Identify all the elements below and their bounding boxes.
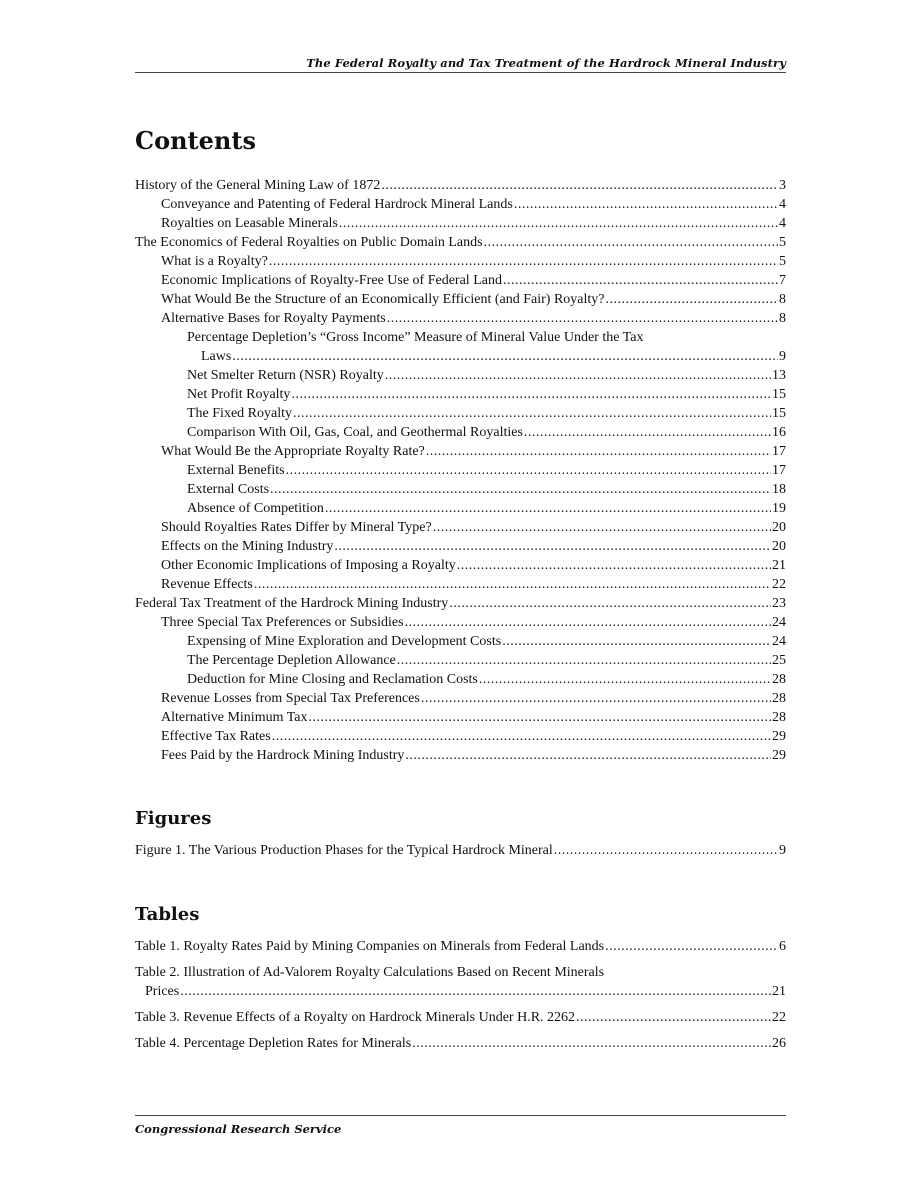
toc-entry[interactable]: External Costs ..... 18 [135,480,786,499]
toc-entry[interactable]: Deduction for Mine Closing and Reclamation Costs ..... 28 [135,670,786,689]
toc-entry[interactable]: Alternative Minimum Tax ..... 28 [135,708,786,727]
toc-entry[interactable]: The Fixed Royalty ..... 15 [135,404,786,423]
toc-entry[interactable]: Expensing of Mine Exploration and Development Costs ..... 24 [135,632,786,651]
toc-entry[interactable]: Alternative Bases for Royalty Payments ..... 8 [135,309,786,328]
toc-entry[interactable]: What is a Royalty? ..... 5 [135,252,786,271]
figures-heading: Figures [135,808,212,829]
page-footer: Congressional Research Service [135,1115,786,1136]
toc-entry[interactable]: History of the General Mining Law of 1872 ..... 3 [135,176,786,195]
figure-entry[interactable]: Figure 1. The Various Production Phases for the Typical Hardrock Mineral ..... 9 [135,841,786,860]
toc-entry[interactable]: The Economics of Federal Royalties on Public Domain Lands ..... 5 [135,233,786,252]
toc-entry[interactable]: Effective Tax Rates ..... 29 [135,727,786,746]
table-entry[interactable]: Table 2. Illustration of Ad-Valorem Royalty Calculations Based on Recent Minerals Prices ..... 21 [135,963,786,1001]
toc-entry[interactable]: Percentage Depletion’s “Gross Income” Measure of Mineral Value Under the Tax Laws ..... 9 [135,328,786,366]
toc-entry[interactable]: Conveyance and Patenting of Federal Hardrock Mineral Lands ..... 4 [135,195,786,214]
toc-entry[interactable]: Other Economic Implications of Imposing a Royalty ..... 21 [135,556,786,575]
toc-entry[interactable]: Effects on the Mining Industry ..... 20 [135,537,786,556]
toc-entry[interactable]: The Percentage Depletion Allowance ..... 25 [135,651,786,670]
contents-heading: Contents [135,126,256,155]
table-entry[interactable]: Table 1. Royalty Rates Paid by Mining Companies on Minerals from Federal Lands ..... 6 [135,937,786,956]
toc-entry[interactable]: Revenue Effects ..... 22 [135,575,786,594]
toc-entry[interactable]: Absence of Competition ..... 19 [135,499,786,518]
toc-entry[interactable]: Fees Paid by the Hardrock Mining Industry ..... 29 [135,746,786,765]
toc-entry[interactable]: External Benefits ..... 17 [135,461,786,480]
toc-entry[interactable]: Revenue Losses from Special Tax Preferences ..... 28 [135,689,786,708]
toc-entry[interactable]: Net Smelter Return (NSR) Royalty ..... 13 [135,366,786,385]
toc-entry[interactable]: Three Special Tax Preferences or Subsidies ..... 24 [135,613,786,632]
table-entry[interactable]: Table 4. Percentage Depletion Rates for Minerals ..... 26 [135,1034,786,1053]
toc-entry[interactable]: Federal Tax Treatment of the Hardrock Mining Industry ..... 23 [135,594,786,613]
figures-list [135,841,786,860]
tables-heading: Tables [135,904,200,925]
toc-page [135,124,786,1053]
tables-list [135,937,786,1053]
toc-entry[interactable]: What Would Be the Appropriate Royalty Rate? ..... 17 [135,442,786,461]
toc-entry[interactable]: Comparison With Oil, Gas, Coal, and Geothermal Royalties ..... 16 [135,423,786,442]
running-header: The Federal Royalty and Tax Treatment of the Hardrock Mineral Industry [135,56,786,73]
toc-entry[interactable]: What Would Be the Structure of an Economically Efficient (and Fair) Royalty? ..... 8 [135,290,786,309]
toc-entry[interactable]: Net Profit Royalty ..... 15 [135,385,786,404]
toc-entry[interactable]: Royalties on Leasable Minerals ..... 4 [135,214,786,233]
toc-entry[interactable]: Economic Implications of Royalty-Free Use of Federal Land ..... 7 [135,271,786,290]
table-entry[interactable]: Table 3. Revenue Effects of a Royalty on Hardrock Minerals Under H.R. 2262 ..... 22 [135,1008,786,1027]
contents-list [135,176,786,765]
toc-entry[interactable]: Should Royalties Rates Differ by Mineral Type? ..... 20 [135,518,786,537]
